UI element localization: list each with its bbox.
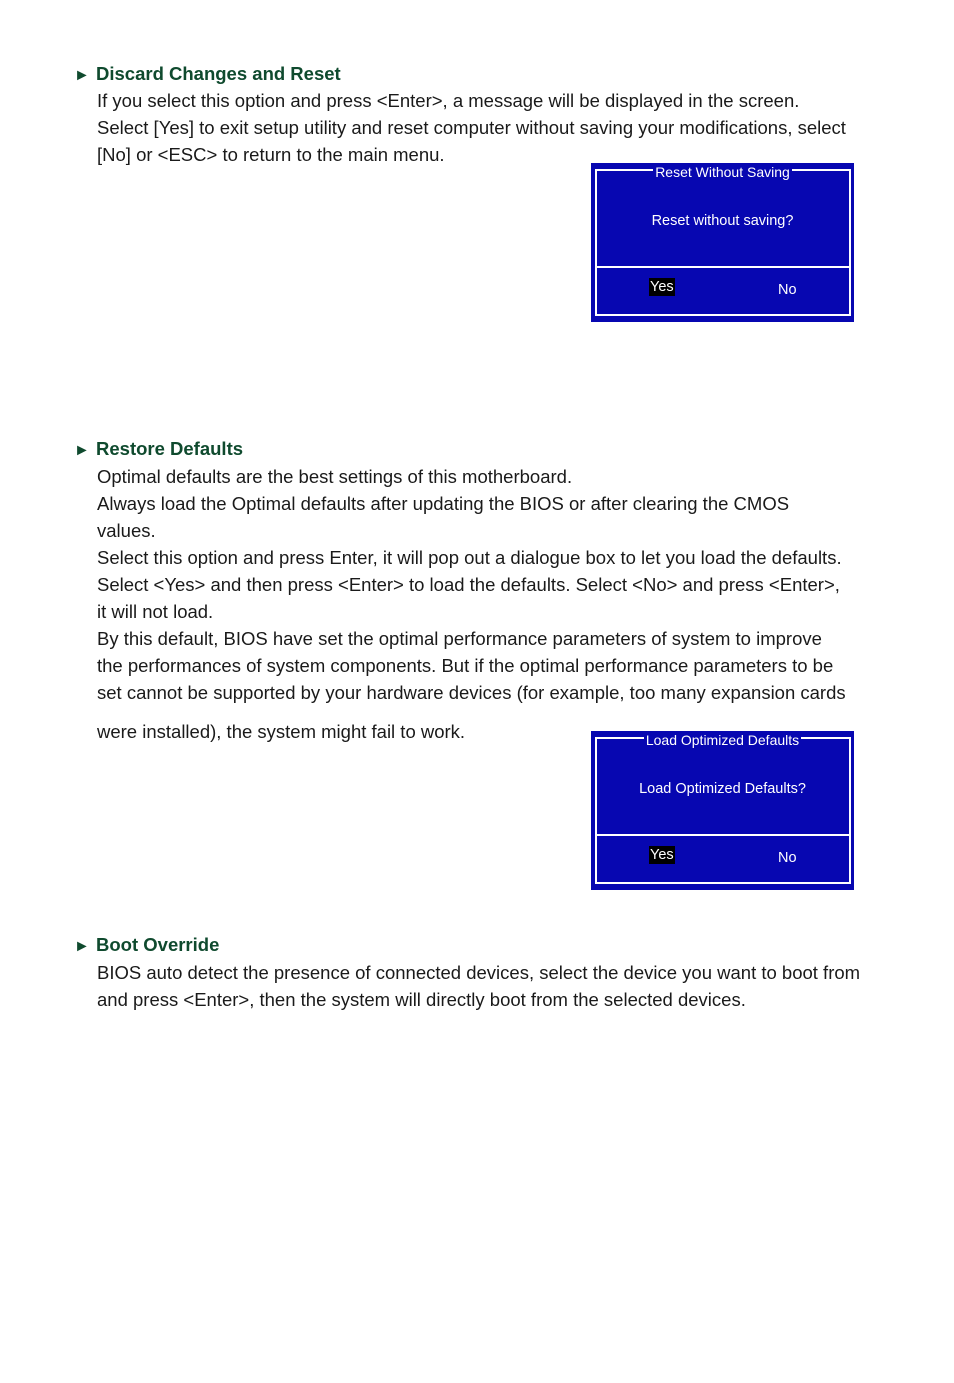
yes-button[interactable]: Yes [650, 279, 674, 295]
right-triangle-arrow-icon: ► [74, 442, 90, 459]
section-heading-discard-changes [74, 63, 341, 85]
body-line: If you select this option and press <Enter>, a message will be displayed in the screen. [97, 90, 800, 111]
dialog-title: Reset Without Saving [655, 164, 790, 180]
section-heading-restore-defaults [74, 438, 243, 460]
dialog-message: Load Optimized Defaults? [639, 781, 806, 797]
no-button[interactable]: No [778, 850, 797, 866]
dialog-divider [595, 834, 851, 836]
body-line: Select <Yes> and then press <Enter> to load the defaults. Select <No> and press <Enter>, [97, 574, 840, 595]
yes-button[interactable]: Yes [650, 847, 674, 863]
body-line: were installed), the system might fail to work. [97, 721, 466, 742]
dialog-frame [595, 737, 851, 884]
body-line: Select [Yes] to exit setup utility and reset computer without saving your modifications, select [97, 117, 846, 138]
body-line: and press <Enter>, then the system will directly boot from the selected devices. [97, 989, 746, 1010]
body-line: the performances of system components. But if the optimal performance parameters to be [97, 655, 834, 676]
dialog-message: Reset without saving? [651, 213, 794, 229]
body-line: Optimal defaults are the best settings of this motherboard. [97, 466, 573, 487]
body-line: Always load the Optimal defaults after updating the BIOS or after clearing the CMOS [97, 493, 790, 514]
load-optimized-defaults-dialog [591, 731, 854, 890]
section-body-restore-defaults [97, 463, 897, 706]
heading-text: Discard Changes and Reset [96, 63, 341, 84]
section-body-discard-changes [97, 87, 897, 168]
dialog-divider [595, 266, 851, 268]
body-line: values. [97, 520, 156, 541]
body-line: BIOS auto detect the presence of connected devices, select the device you want to boot from [97, 962, 861, 983]
body-line: set cannot be supported by your hardware devices (for example, too many expansion cards [97, 682, 846, 703]
body-line: Select this option and press Enter, it will pop out a dialogue box to let you load the defaults. [97, 547, 842, 568]
dialog-title: Load Optimized Defaults [645, 732, 800, 748]
heading-text: Restore Defaults [96, 438, 244, 459]
right-triangle-arrow-icon: ► [74, 938, 90, 955]
heading-text: Boot Override [96, 934, 220, 955]
section-heading-boot-override [74, 934, 219, 956]
no-button[interactable]: No [778, 282, 797, 298]
body-line: it will not load. [97, 601, 214, 622]
right-triangle-arrow-icon: ► [74, 67, 90, 84]
section-body-boot-override [97, 959, 897, 1013]
body-line: [No] or <ESC> to return to the main menu. [97, 144, 445, 165]
dialog-frame [595, 169, 851, 316]
body-line: By this default, BIOS have set the optimal performance parameters of system to improve [97, 628, 822, 649]
reset-without-saving-dialog [591, 163, 854, 322]
